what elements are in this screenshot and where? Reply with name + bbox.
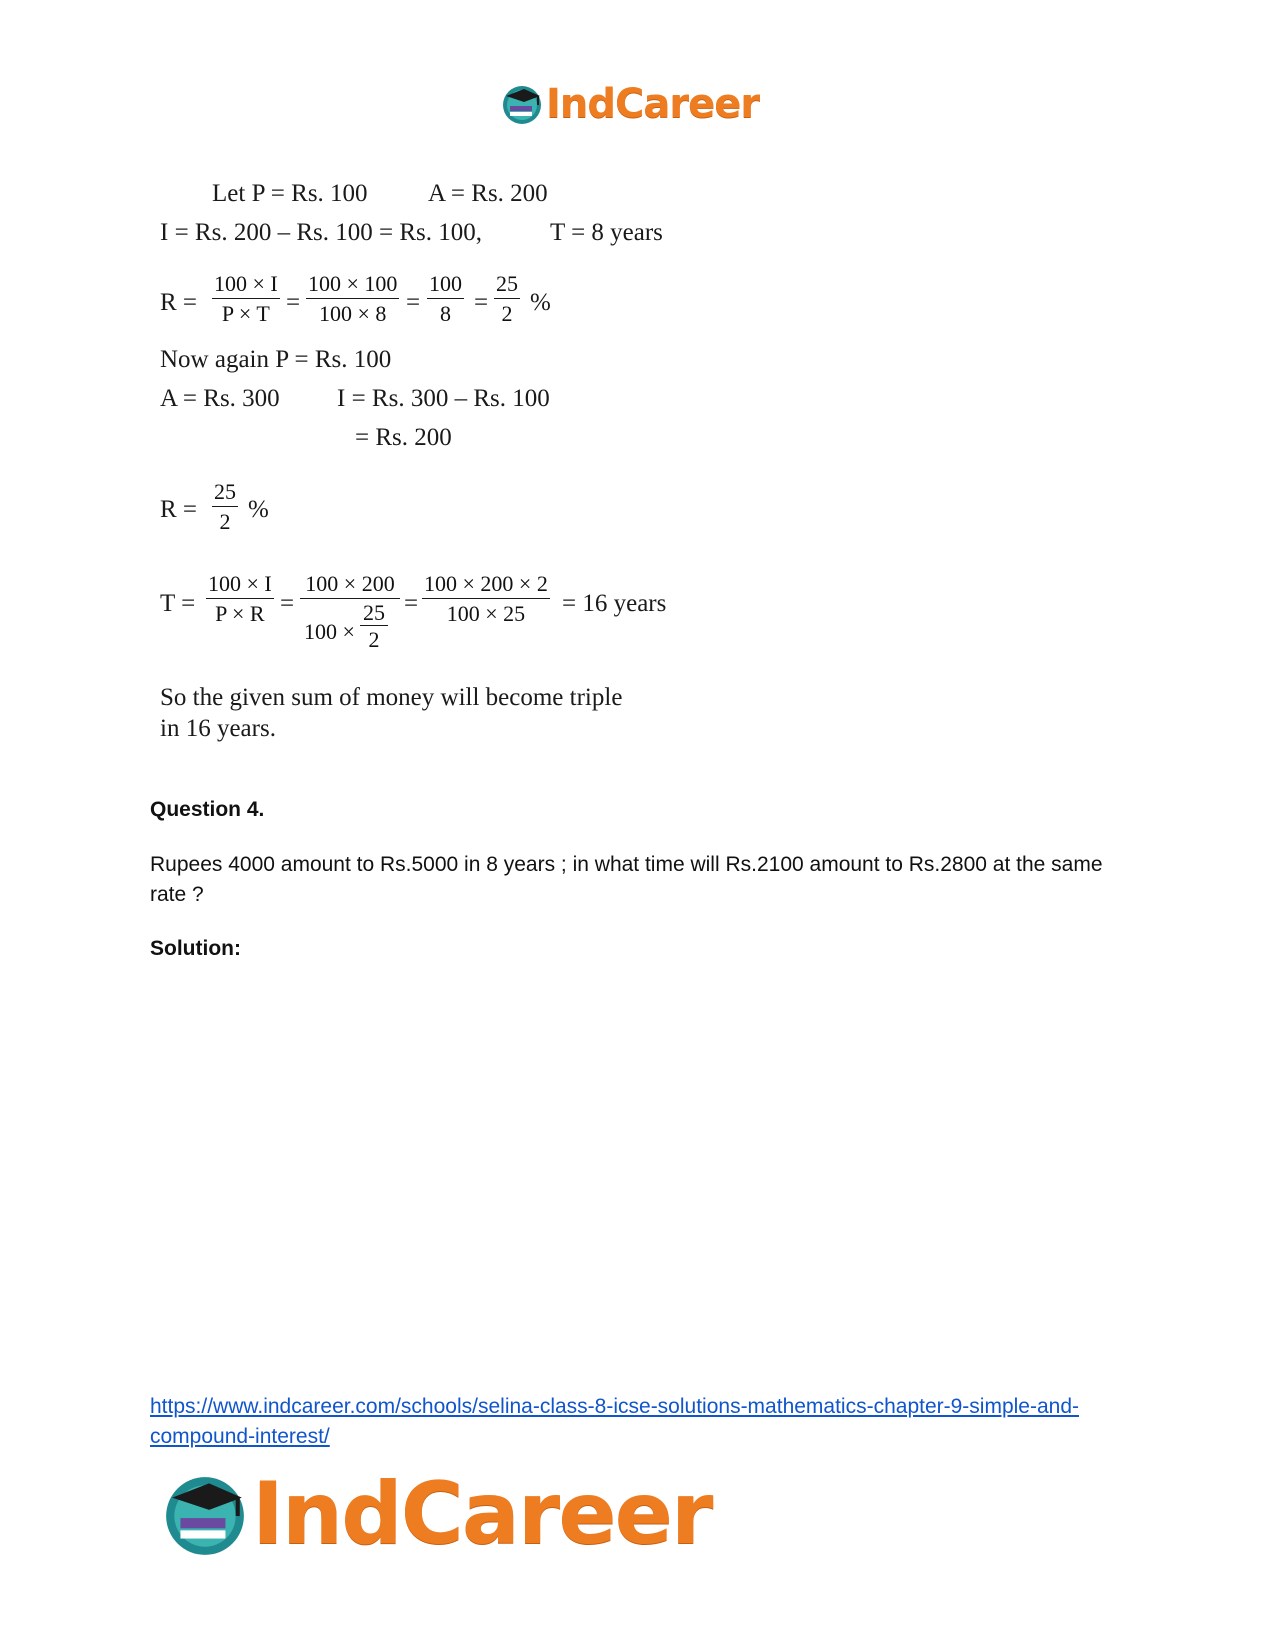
numerator: 25 xyxy=(360,601,388,626)
percent-sign: % xyxy=(530,289,551,316)
percent-sign: % xyxy=(248,496,269,523)
fraction xyxy=(212,270,280,329)
denominator: 100 × 8 xyxy=(319,301,387,326)
denominator-prefix: 100 × xyxy=(304,619,355,644)
question-text: Rupees 4000 amount to Rs.5000 in 8 years ; in what time will Rs.2100 amount to Rs.2800 at the same rate ? xyxy=(150,853,1103,906)
eq-lhs: T = xyxy=(160,590,196,617)
fraction xyxy=(206,570,274,629)
equals: = xyxy=(404,590,419,617)
scan-line: So the given sum of money will become triple xyxy=(160,684,623,711)
question-title: Question 4. xyxy=(150,798,265,821)
denominator: 100 × 25 xyxy=(446,601,526,626)
eq-lhs: R = xyxy=(160,289,198,316)
equals: = xyxy=(286,289,301,316)
scan-line: T = 8 years xyxy=(550,219,663,246)
scan-line: I = Rs. 300 – Rs. 100 xyxy=(337,385,550,412)
denominator: P × T xyxy=(221,301,270,326)
scan-line: Let P = Rs. 100 xyxy=(212,180,368,207)
denominator xyxy=(300,599,400,659)
denominator: 2 xyxy=(219,509,231,534)
numerator: 100 × I xyxy=(206,570,274,599)
fraction xyxy=(212,478,238,537)
nested-fraction xyxy=(360,601,388,654)
equals: = xyxy=(406,289,421,316)
source-link[interactable]: https://www.indcareer.com/schools/selina-class-8-icse-solutions-mathematics-chapter-9-simple-and-compound-interest/ xyxy=(150,1395,1080,1448)
indcareer-logo-footer xyxy=(160,1462,711,1566)
graduation-cap-icon xyxy=(500,82,544,126)
logo-wordmark: IndCareer xyxy=(252,1464,712,1564)
scan-line: Now again P = Rs. 100 xyxy=(160,346,392,373)
scan-line: I = Rs. 200 – Rs. 100 = Rs. 100, xyxy=(160,219,482,246)
denominator: 2 xyxy=(501,301,513,326)
fraction xyxy=(427,270,464,329)
indcareer-logo-header xyxy=(500,78,759,130)
denominator: P × R xyxy=(215,601,265,626)
scan-line: A = Rs. 300 xyxy=(160,385,280,412)
fraction xyxy=(306,270,399,329)
numerator: 100 xyxy=(427,270,464,299)
result: = 16 years xyxy=(562,590,667,617)
denominator: 2 xyxy=(368,627,380,652)
fraction xyxy=(300,570,400,659)
scan-line: = Rs. 200 xyxy=(355,424,452,451)
eq-lhs: R = xyxy=(160,496,198,523)
logo-wordmark: IndCareer xyxy=(546,81,760,127)
numerator: 100 × I xyxy=(212,270,280,299)
equals: = xyxy=(474,289,489,316)
numerator: 100 × 200 × 2 xyxy=(422,570,550,599)
scan-line: A = Rs. 200 xyxy=(428,180,548,207)
denominator: 8 xyxy=(440,301,451,326)
numerator: 25 xyxy=(212,478,238,507)
fraction xyxy=(494,270,520,329)
equals: = xyxy=(280,590,295,617)
graduation-cap-icon xyxy=(160,1469,250,1559)
numerator: 25 xyxy=(494,270,520,299)
numerator: 100 × 200 xyxy=(300,570,400,599)
scan-line: in 16 years. xyxy=(160,715,276,742)
solution-label: Solution: xyxy=(150,937,241,960)
fraction xyxy=(422,570,550,629)
numerator: 100 × 100 xyxy=(306,270,399,299)
